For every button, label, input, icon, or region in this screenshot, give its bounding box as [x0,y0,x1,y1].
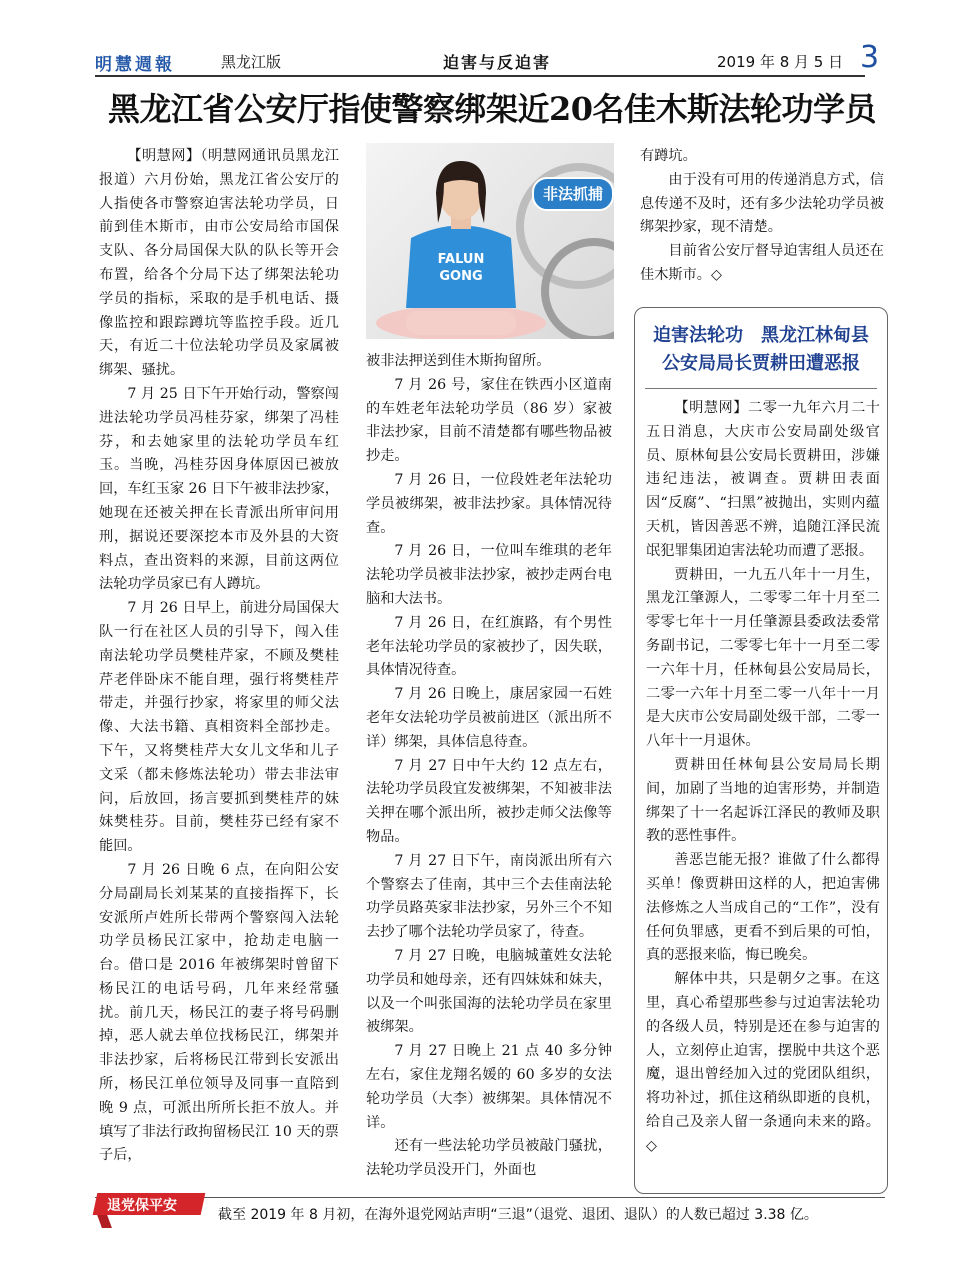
article-photo [366,143,614,339]
article-paragraph: 7 月 27 日下午，南岗派出所有六个警察去了佳南，其中三个去佳南法轮功学员路英家非法抄家，另外三个不知去抄了哪个法轮功学员家了，待查。 [366,852,612,941]
article-paragraph: 7 月 26 日，在红旗路，有个男性老年法轮功学员的家被抄了，因失联，具体情况待查。 [366,614,612,679]
article-paragraph: 7 月 25 日下午开始行动，警察闯进法轮功学员冯桂芬家，绑架了冯桂芬，和去她家里的法轮功学员车红玉。当晚，冯桂芬因身体原因已被放回，车红玉家 26 日下午被非法抄家，她现在还被关押在长青派出所审问用刑，据说还要深挖本市及外县的大资料点，查出资料的来源，目前这两位法轮功学员家已有人蹲坑。 [99,385,339,593]
quit-party-ribbon [95,1190,210,1230]
article-paragraph: 7 月 26 日晚 6 点，在向阳公安分局副局长刘某某的直接指挥下，长安派所卢姓所长带两个警察闯入法轮功学员杨民江家中，抢劫走电脑一台。借口是 2016 年被绑架时曾留下杨民江的电话号码，几年来经常骚扰。前几天，杨民江的妻子将号码删掉，恶人就去单位找杨民江，绑架并非法抄家，后将杨民江带到长安派出所，杨民江单位领导及同事一直陪到晚 9 点，可派出所所长拒不放人。并填写了非法行政拘留杨民江 10 天的票子后， [99,861,339,1164]
main-headline: 黑龙江省公安厅指使警察绑架近20名佳木斯法轮功学员 [108,90,877,128]
article-paragraph: 7 月 26 日，一位段姓老年法轮功学员被绑架，被非法抄家。具体情况待查。 [366,471,612,536]
article-paragraph: 7 月 26 日晚上，康居家园一石姓老年女法轮功学员被前进区（派出所不详）绑架，具体信息待查。 [366,686,612,750]
newspaper-brand: 明慧週報 [95,55,175,75]
article2-body [646,397,880,1159]
article-paragraph: 7 月 26 日早上，前进分局国保大队一行在社区人员的引导下，闯入佳南法轮功学员樊桂芹家，不顾及樊桂芹老伴卧床不能自理，强行将樊桂芹带走，并强行抄家，将家里的师父法像、大法书籍、真相资料全部抄走。下午，又将樊桂芹大女儿文华和儿子文采（都未修炼法轮功）带去非法审问，后放回，扬言要抓到樊桂芹的妹妹樊桂芬。目前，樊桂芬已经有家不能回。 [99,600,339,855]
article2-title-rule [645,388,877,389]
footer-rule [95,1197,885,1198]
article-paragraph: 贾耕田，一九五八年十一月生，黑龙江肇源人，二零零二年十月至二零零七年十一月任肇源县委政法委常务副书记，二零零七年十一月至二零一六年十月，任林甸县公安局局长，二零一六年十月至二零一八年十一月是大庆市公安局副处级干部，二零一八年十一月退休。 [646,566,880,750]
article-paragraph: 7 月 27 日晚，电脑城董姓女法轮功学员和她母亲，还有四妹妹和妹夫，以及一个叫张国海的法轮功学员在家里被绑架。 [366,947,612,1036]
article-paragraph: 【明慧网】（明慧网通讯员黑龙江报道）六月份始，黑龙江省公安厅的人指使各市警察迫害法轮功学员，日前到佳木斯市，由市公安局给市国保支队、各分局国保大队的队长等开会布置，给各个分局下达了绑架法轮功学员的指标，采取的是手机电话、摄像监控和跟踪蹲坑等监控手段。近几天，有近二十位法轮功学员及家属被绑架、骚扰。 [99,148,339,379]
article1-column-3 [640,145,884,288]
article1-column-2 [366,350,612,1183]
footer-text: 截至 2019 年 8 月初，在海外退党网站声明“三退”（退党、退团、退队）的人数已超过 3.38 亿。 [218,1207,818,1223]
article-paragraph: 由于没有可用的传递消息方式，信息传递不及时，还有多少法轮功学员被绑架抄家，现不清楚。 [640,171,884,236]
article-paragraph: 7 月 26 号，家住在铁西小区道南的车姓老年法轮功学员（86 岁）家被非法抄家，目前不清楚都有哪些物品被抄走。 [366,376,612,465]
article-paragraph: 7 月 27 日中午大约 12 点左右，法轮功学员段宜发被绑架，不知被非法关押在哪个派出所，被抄走师父法像等物品。 [366,757,612,845]
article-paragraph: 还有一些法轮功学员被敲门骚扰，法轮功学员没开门，外面也 [366,1138,612,1179]
edition-label: 黑龙江版 [221,53,282,71]
shirt-text-line1: FALUN [437,252,485,267]
page-number: 3 [860,40,880,75]
article2-title [635,322,887,378]
quit-party-label: 退党保平安 [107,1198,177,1214]
article-paragraph-continued: 有蹲坑。 [640,148,697,164]
article1-column-1 [99,145,339,1168]
article2-title-line2: 公安局局长贾耕田遭恶报 [662,353,860,374]
article-paragraph: 目前省公安厅督导迫害组人员还在佳木斯市。◇ [640,243,884,283]
illegal-arrest-badge: 非法抓捕 [532,177,614,211]
section-title: 迫害与反迫害 [443,53,552,72]
article-paragraph: 解体中共，只是朝夕之事。在这里，真心希望那些参与过迫害法轮功的各级人员，特别是还在参与迫害的人，立刻停止迫害，摆脱中共这个恶魔，退出曾经加入过的党团队组织，将功补过，抓住这稍纵即逝的良机，给自己及亲人留一条通向未来的路。◇ [646,971,880,1154]
header-rule [95,75,865,77]
page-header [95,40,890,76]
article-paragraph: 贾耕田任林甸县公安局局长期间，加剧了当地的迫害形势，并制造绑架了十一名起诉江泽民的教师及职教的恶性事件。 [646,756,880,845]
article2-title-line1: 迫害法轮功 黑龙江林甸县 [653,325,869,346]
article-paragraph-continued: 被非法押送到佳木斯拘留所。 [366,353,551,369]
article-paragraph: 7 月 27 日晚上 21 点 40 多分钟左右，家住龙翔名媛的 60 多岁的女法轮功学员（大李）被绑架。具体情况不详。 [366,1043,612,1131]
shirt-text-line2: GONG [439,269,483,284]
article-paragraph: 7 月 26 日，一位叫车维琪的老年法轮功学员被非法抄家，被抄走两台电脑和大法书。 [366,543,612,607]
meditating-practitioner-icon [366,143,614,339]
issue-date: 2019 年 8 月 5 日 [717,53,844,71]
article-paragraph: 【明慧网】二零一九年六月二十五日消息，大庆市公安局副处级官员、原林甸县公安局长贾耕田，涉嫌违纪违法，被调查。贾耕田表面因“反腐”、“扫黑”被抛出，实则内蕴天机，皆因善恶不辨，追随江泽民流氓犯罪集团迫害法轮功而遭了恶报。 [646,400,880,559]
article-paragraph: 善恶岂能无报？谁做了什么都得买单！像贾耕田这样的人，把迫害佛法修炼之人当成自己的“工作”，没有任何负罪感，更看不到后果的可怕，真的恶报来临，悔已晚矣。 [646,852,880,964]
